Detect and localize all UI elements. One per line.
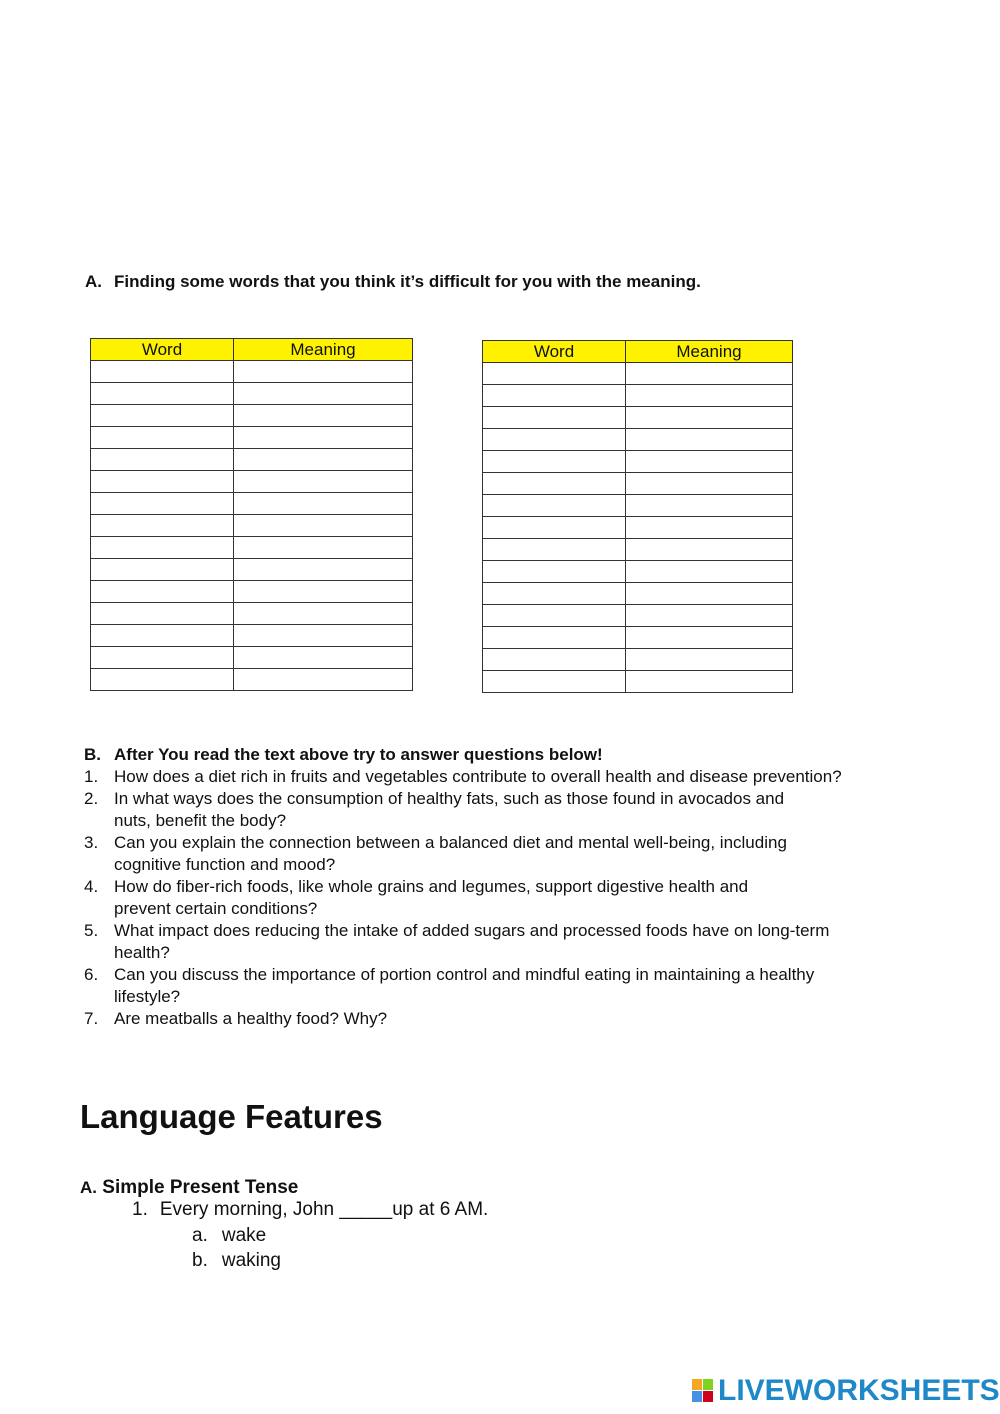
table-row [91,427,413,449]
meaning-cell[interactable] [234,603,413,625]
word-cell[interactable] [483,671,626,693]
question-line: How do fiber-rich foods, like whole grains and legumes, support digestive health and [114,877,749,896]
question-line: cognitive function and mood? [114,855,336,874]
meaning-cell[interactable] [234,647,413,669]
meaning-cell[interactable] [626,561,793,583]
question-text [114,832,924,876]
meaning-cell[interactable] [234,405,413,427]
table-row [483,429,793,451]
question-line: health? [114,943,170,962]
meaning-cell[interactable] [626,407,793,429]
meaning-cell[interactable] [234,493,413,515]
meaning-cell[interactable] [234,581,413,603]
word-cell[interactable] [483,495,626,517]
column-header-meaning: Meaning [626,341,793,363]
meaning-cell[interactable] [626,451,793,473]
table-row [483,407,793,429]
table-row [483,451,793,473]
word-cell[interactable] [91,383,234,405]
vocab-table-right [482,340,793,693]
question-number: 5. [84,921,99,940]
question-list [84,766,924,1030]
table-row [91,471,413,493]
table-row [483,627,793,649]
word-cell[interactable] [91,581,234,603]
liveworksheets-logo-icon [692,1379,714,1403]
table-row [91,405,413,427]
word-cell[interactable] [91,515,234,537]
vocab-table-left [90,338,413,691]
meaning-cell[interactable] [234,559,413,581]
section-b-heading [84,744,924,766]
meaning-cell[interactable] [626,385,793,407]
question-line: prevent certain conditions? [114,899,318,918]
meaning-cell[interactable] [234,515,413,537]
table-row [91,449,413,471]
section-a-letter: A. [85,272,102,291]
option-text: wake [221,1225,267,1246]
table-row [91,647,413,669]
word-cell[interactable] [483,473,626,495]
meaning-cell[interactable] [234,669,413,691]
question-item [84,1008,924,1030]
grammar-sub-letter: A. [80,1178,97,1197]
word-cell[interactable] [483,583,626,605]
meaning-cell[interactable] [626,627,793,649]
table-row [91,669,413,691]
word-cell[interactable] [483,429,626,451]
word-cell[interactable] [91,625,234,647]
table-row [483,363,793,385]
question-text [114,964,924,1008]
question-line: lifestyle? [114,987,181,1006]
question-number: 1. [84,767,99,786]
table-row [483,671,793,693]
meaning-cell[interactable] [234,383,413,405]
meaning-cell[interactable] [626,517,793,539]
language-features-title: Language Features [80,1098,383,1135]
word-cell[interactable] [483,605,626,627]
table-header-row [483,341,793,363]
question-line: Can you explain the connection between a balanced diet and mental well-being, including [114,833,787,852]
question-line: nuts, benefit the body? [114,811,287,830]
column-header-word: Word [483,341,626,363]
word-cell[interactable] [483,407,626,429]
meaning-cell[interactable] [234,361,413,383]
word-cell[interactable] [91,471,234,493]
meaning-cell[interactable] [626,495,793,517]
section-a-heading [85,272,701,292]
grammar-sub-title: Simple Present Tense [102,1177,299,1198]
table-row [483,539,793,561]
meaning-cell[interactable] [626,473,793,495]
meaning-cell[interactable] [626,583,793,605]
table-row [91,581,413,603]
word-cell[interactable] [483,451,626,473]
grammar-question-number: 1. [132,1199,148,1220]
option-b[interactable] [192,1250,281,1272]
table-row [483,583,793,605]
table-row [483,517,793,539]
option-letter: b. [192,1250,208,1271]
question-number: 4. [84,877,99,896]
word-cell[interactable] [483,649,626,671]
table-row [483,649,793,671]
question-number: 2. [84,789,99,808]
meaning-cell[interactable] [626,671,793,693]
question-line: In what ways does the consumption of healthy fats, such as those found in avocados and [114,789,785,808]
word-cell[interactable] [91,669,234,691]
table-row [91,515,413,537]
question-line: How does a diet rich in fruits and vegetables contribute to overall health and disease prevention? [114,767,842,786]
liveworksheets-logo [692,1376,1000,1406]
grammar-question [132,1199,488,1221]
grammar-question-text: Every morning, John _____up at 6 AM. [159,1199,489,1220]
question-line: What impact does reducing the intake of added sugars and processed foods have on long-term [114,921,830,940]
meaning-cell[interactable] [234,449,413,471]
word-cell[interactable] [91,361,234,383]
meaning-cell[interactable] [234,537,413,559]
word-cell[interactable] [91,449,234,471]
word-cell[interactable] [483,385,626,407]
meaning-cell[interactable] [234,427,413,449]
meaning-cell[interactable] [626,605,793,627]
meaning-cell[interactable] [234,625,413,647]
question-item [84,964,924,1008]
liveworksheets-logo-text: LIVEWORKSHEETS [718,1374,1000,1407]
meaning-cell[interactable] [626,429,793,451]
table-row [483,561,793,583]
table-row [91,625,413,647]
meaning-cell[interactable] [234,471,413,493]
question-text [114,766,924,788]
question-item [84,788,924,832]
word-cell[interactable] [91,493,234,515]
word-cell[interactable] [91,603,234,625]
question-item [84,832,924,876]
table-row [91,603,413,625]
question-item [84,920,924,964]
word-cell[interactable] [483,539,626,561]
word-cell[interactable] [91,537,234,559]
question-number: 7. [84,1009,99,1028]
question-item [84,876,924,920]
option-letter: a. [192,1225,208,1246]
word-cell[interactable] [483,561,626,583]
table-row [483,385,793,407]
meaning-cell[interactable] [626,649,793,671]
meaning-cell[interactable] [626,539,793,561]
word-cell[interactable] [91,427,234,449]
question-text [114,876,924,920]
question-number: 6. [84,965,99,984]
section-b-letter: B. [84,745,101,764]
section-a-text: Finding some words that you think it’s difficult for you with the meaning. [114,272,701,291]
question-line: Are meatballs a healthy food? Why? [114,1009,388,1028]
meaning-cell[interactable] [626,363,793,385]
question-item [84,766,924,788]
table-row [91,493,413,515]
question-text [114,1008,924,1030]
section-b [84,744,924,1030]
table-header-row [91,339,413,361]
table-row [91,559,413,581]
table-row [91,361,413,383]
option-a[interactable] [192,1225,266,1247]
table-row [91,383,413,405]
table-row [91,537,413,559]
table-row [483,605,793,627]
grammar-subheading [80,1177,298,1199]
word-cell[interactable] [483,517,626,539]
column-header-word: Word [91,339,234,361]
question-text [114,788,924,832]
word-cell[interactable] [483,363,626,385]
word-cell[interactable] [483,627,626,649]
column-header-meaning: Meaning [234,339,413,361]
table-row [483,473,793,495]
table-row [483,495,793,517]
question-number: 3. [84,833,99,852]
word-cell[interactable] [91,559,234,581]
option-text: waking [221,1250,282,1271]
question-text [114,920,924,964]
word-cell[interactable] [91,647,234,669]
word-cell[interactable] [91,405,234,427]
question-line: Can you discuss the importance of portion control and mindful eating in maintaining a healthy [114,965,815,984]
section-b-text: After You read the text above try to answer questions below! [114,745,603,764]
